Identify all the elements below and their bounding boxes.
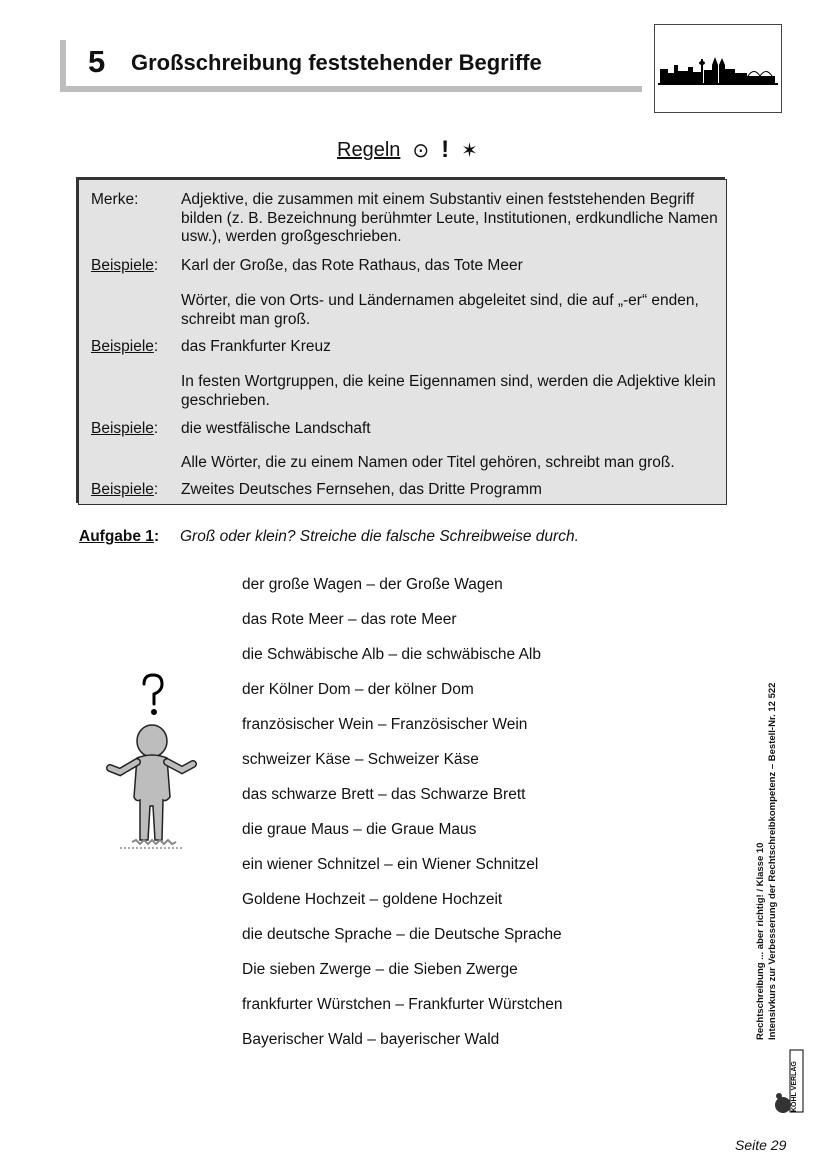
exercise-item[interactable]: die deutsche Sprache – die Deutsche Sprache bbox=[242, 926, 562, 943]
exercise-item[interactable]: der große Wagen – der Große Wagen bbox=[242, 576, 503, 593]
rule-text: Alle Wörter, die zu einem Namen oder Titel gehören, schreibt man groß. bbox=[181, 454, 675, 471]
exercise-item[interactable]: der Kölner Dom – der kölner Dom bbox=[242, 681, 474, 698]
rule-label: Merke: bbox=[91, 191, 139, 208]
rule-text: Karl der Große, das Rote Rathaus, das Tote Meer bbox=[181, 257, 523, 274]
rule-text: die westfälische Landschaft bbox=[181, 420, 371, 437]
exercise-item[interactable]: ein wiener Schnitzel – ein Wiener Schnitzel bbox=[242, 856, 539, 873]
example-label: Beispiele: bbox=[91, 338, 159, 355]
exercise-item[interactable]: französischer Wein – Französischer Wein bbox=[242, 716, 528, 733]
exercise-item[interactable]: frankfurter Würstchen – Frankfurter Würstchen bbox=[242, 996, 563, 1013]
task-label: Aufgabe 1 bbox=[79, 528, 154, 545]
star-icon: ✶ bbox=[461, 139, 478, 162]
chapter-header bbox=[60, 40, 642, 92]
publisher-logo bbox=[774, 1048, 804, 1118]
header-bar-left bbox=[60, 40, 66, 92]
exercise-item[interactable]: das Rote Meer – das rote Meer bbox=[242, 611, 457, 628]
side-info bbox=[755, 682, 815, 1041]
exercise-item[interactable]: schweizer Käse – Schweizer Käse bbox=[242, 751, 479, 768]
task-heading bbox=[79, 528, 579, 546]
exercise-list bbox=[242, 575, 562, 1065]
rule-text: Zweites Deutsches Fernsehen, das Dritte Programm bbox=[181, 481, 542, 498]
exercise-item[interactable]: die graue Maus – die Graue Maus bbox=[242, 821, 477, 838]
example-label: Beispiele: bbox=[91, 420, 159, 437]
rule-text: das Frankfurter Kreuz bbox=[181, 338, 331, 355]
example-label: Beispiele: bbox=[91, 257, 159, 274]
exercise-item[interactable]: das schwarze Brett – das Schwarze Brett bbox=[242, 786, 526, 803]
exercise-item[interactable]: Bayerischer Wald – bayerischer Wald bbox=[242, 1031, 500, 1048]
skyline-icon bbox=[658, 55, 778, 85]
rules-title: Regeln bbox=[337, 138, 401, 161]
rule-text: Wörter, die von Orts- und Ländernamen abgeleitet sind, die auf „-er“ enden, schreibt man groß. bbox=[181, 292, 699, 328]
exclamation-icon: ! bbox=[441, 136, 450, 163]
chapter-number: 5 bbox=[88, 44, 106, 79]
rule-text: Adjektive, die zusammen mit einem Substantiv einen feststehenden Begriff bilden (z. B. Bezeichnung berühmter Leute, Institutionen, erdkundliche Namen usw.), werden großgeschrieben. bbox=[181, 191, 718, 245]
example-label: Beispiele: bbox=[91, 481, 159, 498]
header-bar-bottom bbox=[60, 86, 642, 92]
side-line-2: Intensivkurs zur Verbesserung der Rechtschreibkompetenz – Bestell-Nr. 12 522 bbox=[767, 682, 778, 1040]
chapter-title: Großschreibung feststehender Begriffe bbox=[131, 50, 542, 75]
publisher-logo-icon bbox=[774, 1048, 804, 1118]
exercise-item[interactable]: Die sieben Zwerge – die Sieben Zwerge bbox=[242, 961, 518, 978]
target-icon: ⊙ bbox=[412, 139, 430, 162]
task-colon: : bbox=[153, 528, 160, 545]
rules-box bbox=[78, 179, 727, 505]
exercise-item[interactable]: Goldene Hochzeit – goldene Hochzeit bbox=[242, 891, 503, 908]
question-figure-icon bbox=[106, 672, 198, 858]
task-instruction: Groß oder klein? Streiche die falsche Schreibweise durch. bbox=[180, 528, 579, 545]
exercise-item[interactable]: die Schwäbische Alb – die schwäbische Alb bbox=[242, 646, 541, 663]
page-number: Seite 29 bbox=[735, 1137, 787, 1153]
side-line-1: Rechtschreibung ... aber richtig! / Klasse 10 bbox=[755, 842, 766, 1040]
rules-heading bbox=[337, 136, 490, 164]
rule-text: In festen Wortgruppen, die keine Eigennamen sind, werden die Adjektive klein geschrieben. bbox=[181, 373, 716, 409]
skyline-logo bbox=[654, 24, 782, 113]
publisher-name: KOHL VERLAG bbox=[791, 1061, 798, 1112]
